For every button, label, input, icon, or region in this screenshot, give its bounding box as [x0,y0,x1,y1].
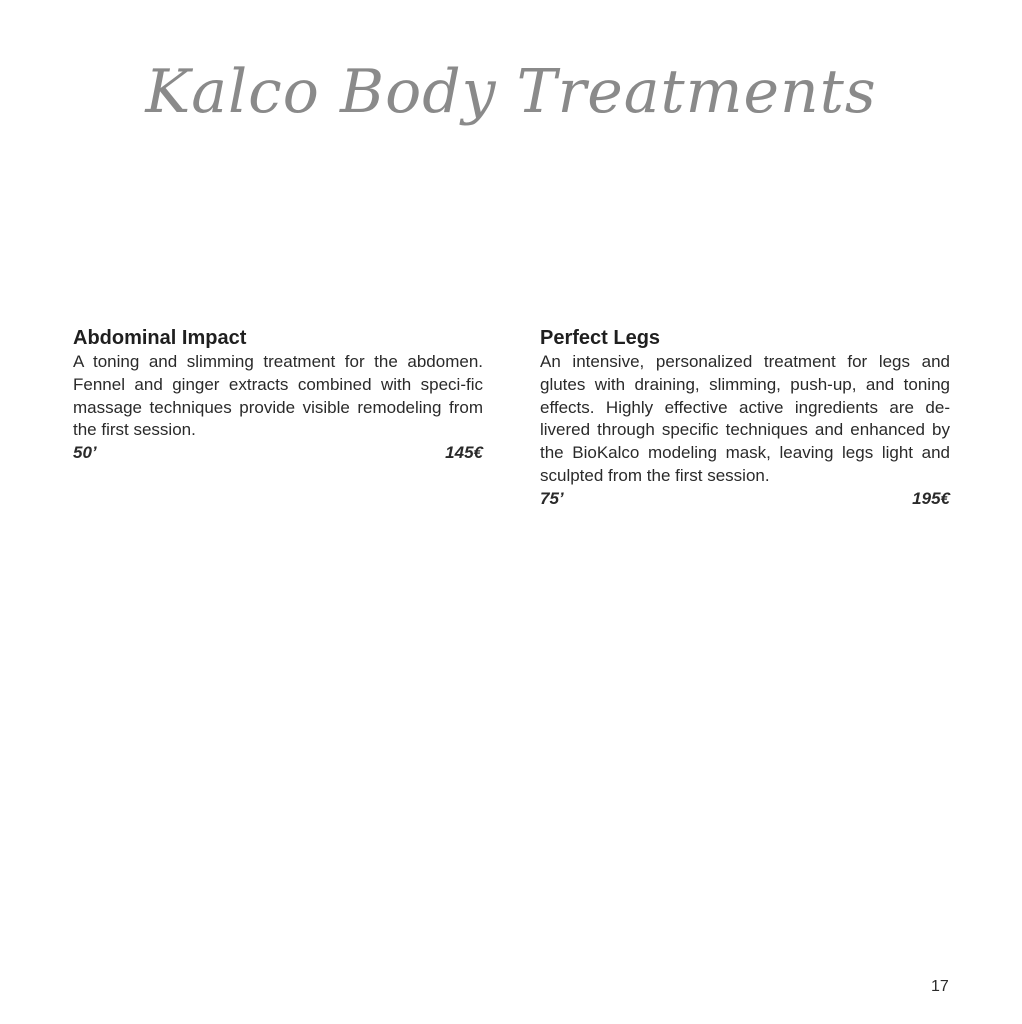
treatment-perfect-legs [540,325,950,511]
treatment-price: 145€ [445,443,483,463]
treatment-meta [540,488,950,511]
treatment-price: 195€ [912,488,950,508]
treatment-description: A toning and slimming treatment for the abdomen. Fennel and ginger extracts combined with speci-fic massage techniques provide visible remodeling from the first session. [73,352,483,440]
treatment-abdominal-impact [73,325,483,465]
treatment-duration: 50’ [73,443,97,463]
treatment-description: An intensive, personalized treatment for legs and glutes with draining, slimming, push-up, and toning effects. Highly effective active ingredients are de-livered through specific techniques and enhanced by the BioKalco modeling mask, leaving legs light and sculpted from the first session. [540,352,950,485]
treatment-title: Perfect Legs [540,327,661,349]
page-title: Kalco Body Treatments [145,57,877,127]
treatment-duration: 75’ [540,488,564,508]
treatment-title: Abdominal Impact [73,327,247,349]
treatment-meta [73,442,483,465]
page-number: 17 [931,978,949,995]
